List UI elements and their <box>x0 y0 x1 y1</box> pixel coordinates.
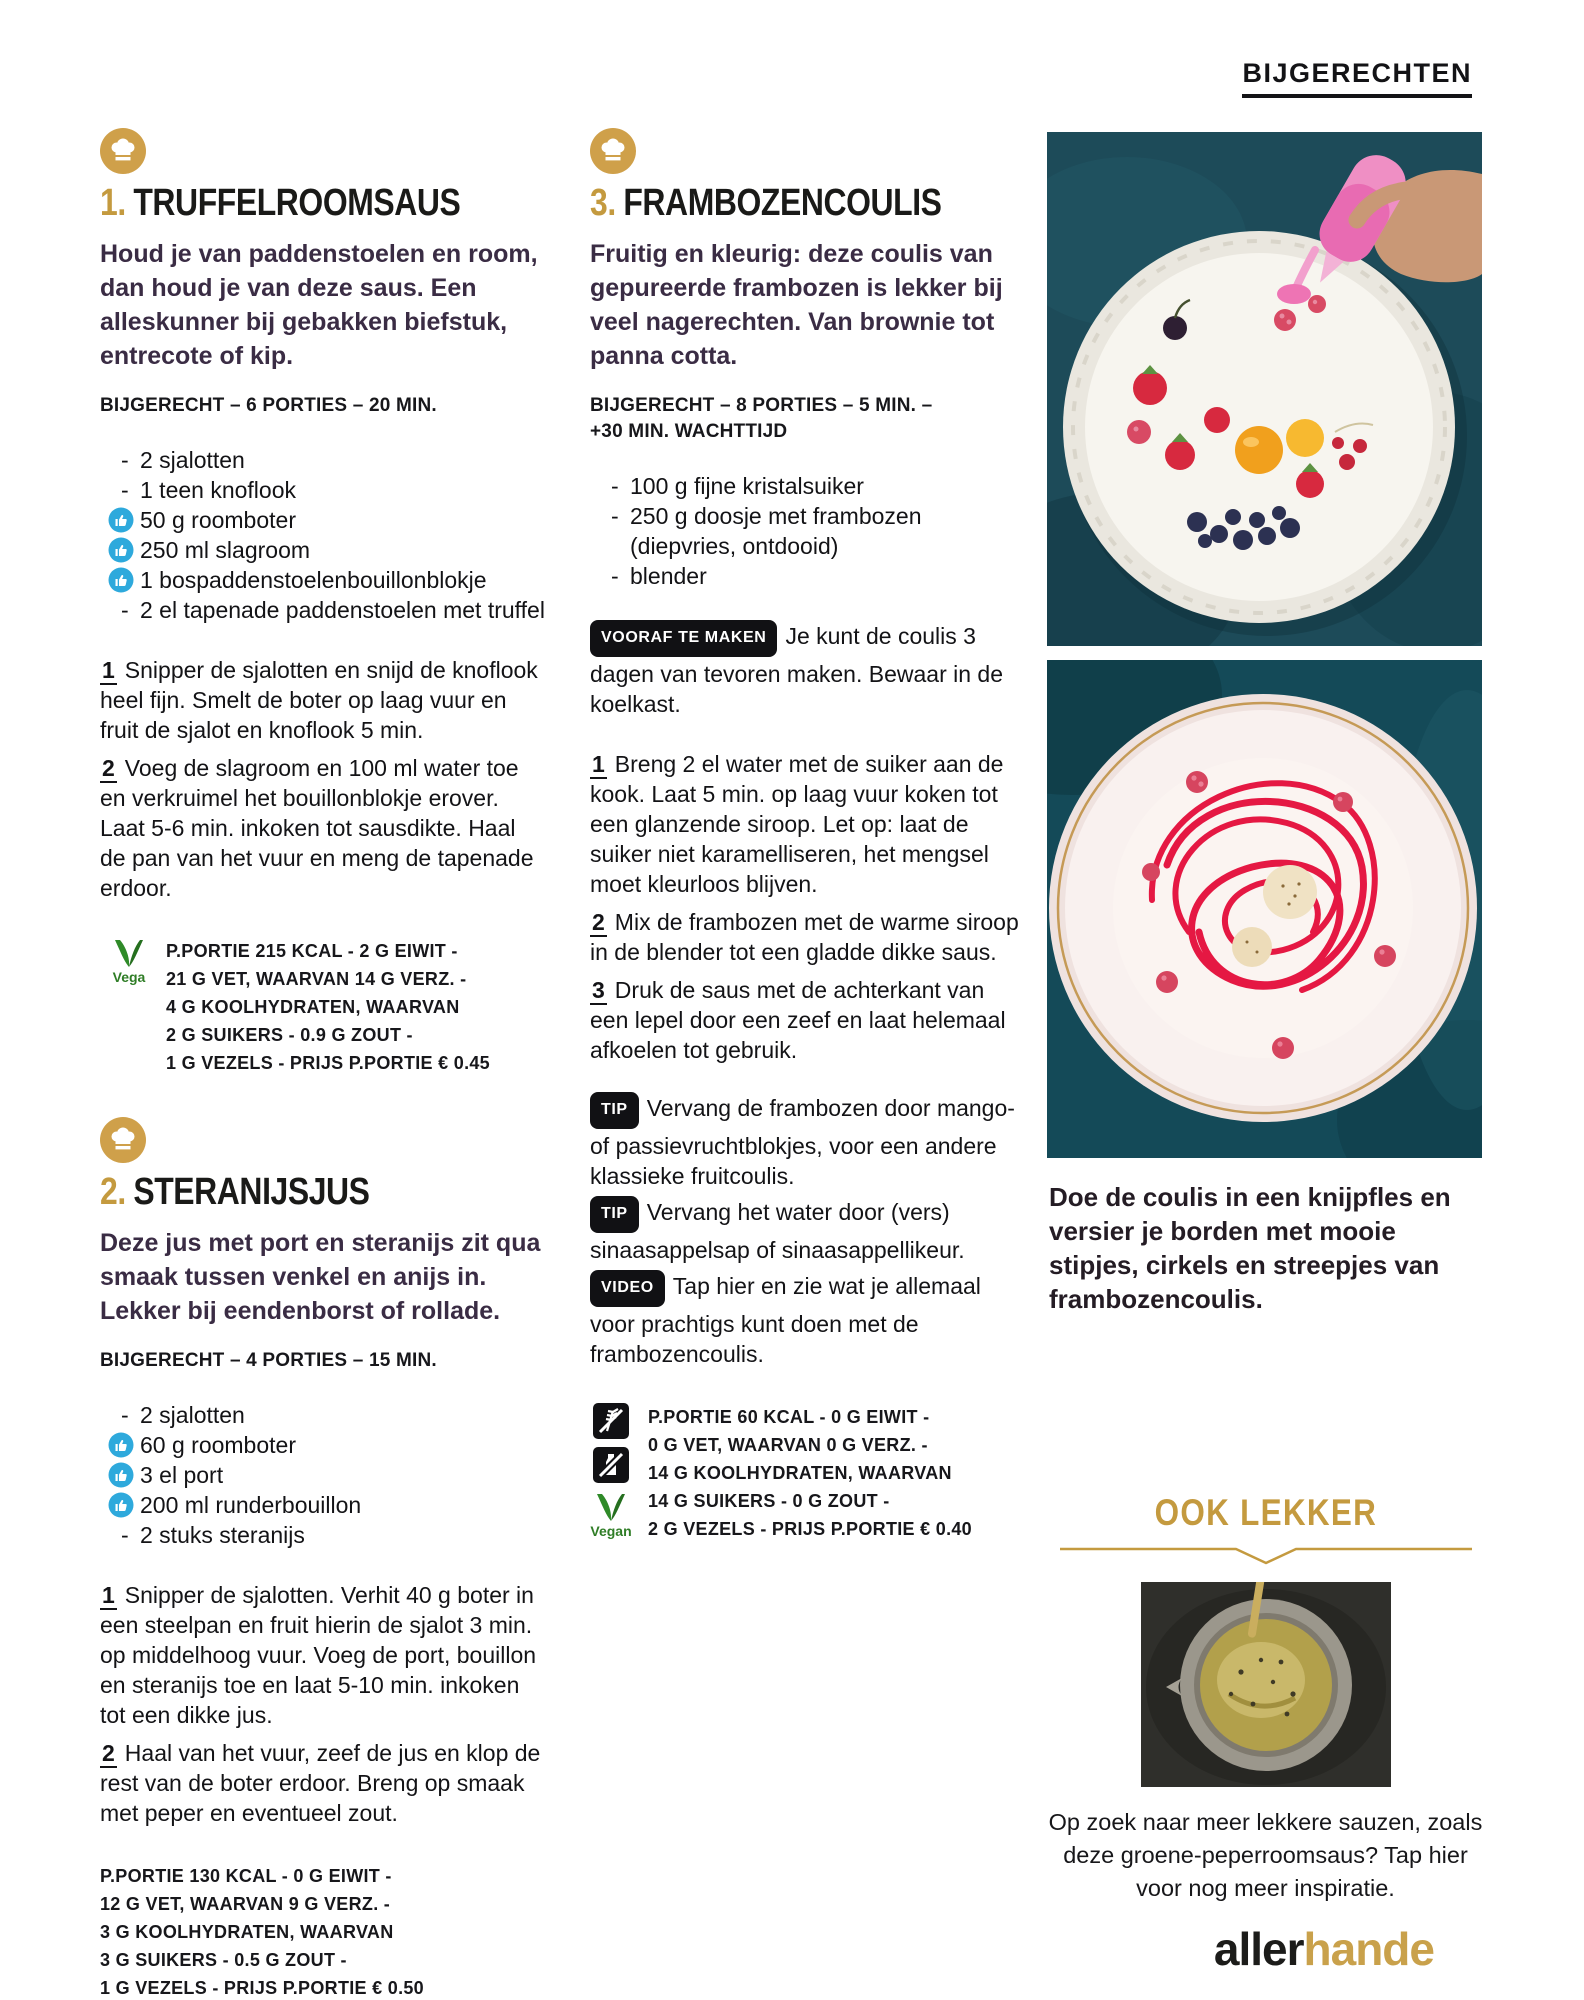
recipe-number: 3. <box>590 182 616 224</box>
ingredient: 1 bospaddenstoelenbouillonblokje <box>100 565 545 595</box>
product-link-icon[interactable] <box>108 507 134 533</box>
photo-peperroomsaus <box>1141 1582 1391 1787</box>
recipe-steps <box>590 749 1022 1065</box>
ingredient: - 100 g fijne kristalsuiker <box>590 471 1022 501</box>
ingredient: 3 el port <box>100 1460 545 1490</box>
recipe-frambozencoulis <box>590 128 1022 1543</box>
make-ahead-note: VOORAF TE MAKEN Je kunt de coulis 3 dagen van tevoren maken. Bewaar in de koelkast. <box>590 621 1022 719</box>
recipe-meta: BIJGERECHT – 6 PORTIES – 20 MIN. <box>100 395 437 416</box>
recipe-intro: Houd je van paddenstoelen en room, dan houd je van deze saus. Een alleskunner bij gebakken biefstuk, entrecote of kip. <box>100 240 538 370</box>
recipe-meta: BIJGERECHT – 4 PORTIES – 15 MIN. <box>100 1350 437 1371</box>
recipe-meta: BIJGERECHT – 8 PORTIES – 5 MIN. – +30 MIN. WACHTTIJD <box>590 395 933 442</box>
step: 1 Snipper de sjalotten en snijd de knoflook heel fijn. Smelt de boter op laag vuur en fruit de sjalot en knoflook 5 min. <box>100 657 538 743</box>
ingredient: - 2 el tapenade paddenstoelen met truffel <box>100 595 545 625</box>
tip: TIP Vervang het water door (vers) sinaasappelsap of sinaasappellikeur. <box>590 1197 1022 1265</box>
recipe-title: 3. FRAMBOZENCOULIS <box>590 182 942 224</box>
allerhande-logo: allerhande <box>1213 1923 1434 1975</box>
ingredient: - 250 g doosje met frambozen (diepvries, ontdooid) <box>590 501 1022 561</box>
product-link-icon[interactable] <box>108 567 134 593</box>
ingredient-list <box>100 1400 545 1550</box>
more-inspiration-text[interactable]: Op zoek naar meer lekkere sauzen, zoals deze groene-peperroomsaus? Tap hier voor nog meer inspiratie. <box>1048 1809 1483 1901</box>
gold-divider-chevron <box>1047 1544 1484 1573</box>
photo-caption: Doe de coulis in een knijpfles en versier je borden met mooie stipjes, cirkels en streepjes van frambozencoulis. <box>1049 1182 1451 1314</box>
step: 2 Haal van het vuur, zeef de jus en klop de rest van de boter erdoor. Breng op smaak met peper en eventueel zout. <box>100 1740 541 1826</box>
ingredient: - 1 teen knoflook <box>100 475 545 505</box>
ook-lekker-block <box>1047 1492 1484 1573</box>
recipe-number: 1. <box>100 182 126 224</box>
photo-coulis-swirl-plate <box>1047 660 1482 1158</box>
chef-hat-icon <box>100 1117 146 1163</box>
ingredient: - 2 sjalotten <box>100 1400 545 1430</box>
ingredient: - 2 sjalotten <box>100 445 545 475</box>
recipe-steranijsjus <box>100 1117 545 2000</box>
recipe-title: 1. TRUFFELROOMSAUS <box>100 182 461 224</box>
product-link-icon[interactable] <box>108 1462 134 1488</box>
chef-hat-icon <box>590 128 636 174</box>
vega-icon: Vega <box>108 937 150 1077</box>
lactose-free-icon <box>593 1447 629 1483</box>
step: 2 Voeg de slagroom en 100 ml water toe en verkruimel het bouillonblokje erover. Laat 5-6 min. inkoken tot sausdikte. Haal de pan van het vuur en meng de tapenade erdoor. <box>100 755 534 901</box>
gluten-free-icon <box>593 1403 629 1439</box>
recipe-intro: Fruitig en kleurig: deze coulis van gepureerde frambozen is lekker bij veel nagerechten. Van brownie tot panna cotta. <box>590 240 1003 370</box>
ingredient: 60 g roomboter <box>100 1430 545 1460</box>
nutrition-lines: P.PORTIE 215 KCAL - 2 G EIWIT - 21 G VET, WAARVAN 14 G VERZ. - 4 G KOOLHYDRATEN, WAARVAN 2 G SUIKERS - 0.9 G ZOUT - 1 G VEZELS - PRIJS P.PORTIE € 0.45 <box>166 941 490 1073</box>
recipe-steps <box>100 1580 545 1828</box>
ook-lekker-heading: OOK LEKKER <box>1154 1492 1377 1533</box>
recipe-number: 2. <box>100 1171 126 1213</box>
section-header: BIJGERECHTEN <box>1242 58 1472 98</box>
middle-column <box>590 128 1022 1543</box>
step: 1 Snipper de sjalotten. Verhit 40 g boter in een steelpan en fruit hierin de sjalot 3 min. op middelhoog vuur. Voeg de port, bouillon en steranijs toe en laat 5-10 min. inkoken tot een dikke jus. <box>100 1582 537 1728</box>
ingredient: 250 ml slagroom <box>100 535 545 565</box>
nutrition-block <box>100 1862 545 2000</box>
tip-badge: TIP <box>590 1092 639 1129</box>
tip-badge: TIP <box>590 1196 639 1233</box>
product-link-icon[interactable] <box>108 537 134 563</box>
recipe-truffelroomsaus <box>100 128 545 1077</box>
chef-hat-icon <box>100 128 146 174</box>
nutrition-block <box>590 1403 1022 1543</box>
ingredient: - blender <box>590 561 1022 591</box>
product-link-icon[interactable] <box>108 1492 134 1518</box>
diet-badges <box>590 1403 632 1543</box>
ingredient: - 2 stuks steranijs <box>100 1520 545 1550</box>
ingredient: 50 g roomboter <box>100 505 545 535</box>
ingredient-list <box>590 471 1022 591</box>
recipe-title: 2. STERANIJSJUS <box>100 1171 370 1213</box>
step: 1 Breng 2 el water met de suiker aan de kook. Laat 5 min. op laag vuur koken tot een glanzende siroop. Let op: laat de suiker niet karamelliseren, het mengsel moet kleurloos blijven. <box>590 751 1004 897</box>
recipe-steps <box>100 655 545 903</box>
photo-coulis-bottle-plate <box>1047 132 1482 646</box>
product-link-icon[interactable] <box>108 1432 134 1458</box>
recipe-intro: Deze jus met port en steranijs zit qua smaak tussen venkel en anijs in. Lekker bij eendenborst of rollade. <box>100 1229 541 1325</box>
video-badge[interactable]: VIDEO <box>590 1270 665 1307</box>
nutrition-lines: P.PORTIE 60 KCAL - 0 G EIWIT - 0 G VET, WAARVAN 0 G VERZ. - 14 G KOOLHYDRATEN, WAARVAN 14 G SUIKERS - 0 G ZOUT - 2 G VEZELS - PRIJS P.PORTIE € 0.40 <box>648 1407 972 1539</box>
make-ahead-badge: VOORAF TE MAKEN <box>590 620 777 657</box>
left-column <box>100 128 545 2000</box>
nutrition-lines: P.PORTIE 130 KCAL - 0 G EIWIT - 12 G VET, WAARVAN 9 G VERZ. - 3 G KOOLHYDRATEN, WAARVAN 3 G SUIKERS - 0.5 G ZOUT - 1 G VEZELS - PRIJS P.PORTIE € 0.50 <box>100 1866 424 1998</box>
nutrition-block <box>108 937 545 1077</box>
ingredient: 200 ml runderbouillon <box>100 1490 545 1520</box>
right-column <box>1047 0 1484 2000</box>
tip: TIP Vervang de frambozen door mango- of passievruchtblokjes, voor een andere klassieke fruitcoulis. <box>590 1093 1022 1191</box>
video-tip[interactable]: VIDEO Tap hier en zie wat je allemaal voor prachtigs kunt doen met de frambozencoulis. <box>590 1271 1022 1369</box>
tips-block <box>590 1093 1022 1369</box>
ingredient-list <box>100 445 545 625</box>
step: 3 Druk de saus met de achterkant van een lepel door een zeef en laat helemaal afkoelen tot gebruik. <box>590 977 1006 1063</box>
vegan-icon: Vegan <box>590 1491 632 1539</box>
step: 2 Mix de frambozen met de warme siroop in de blender tot een gladde dikke saus. <box>590 909 1019 965</box>
